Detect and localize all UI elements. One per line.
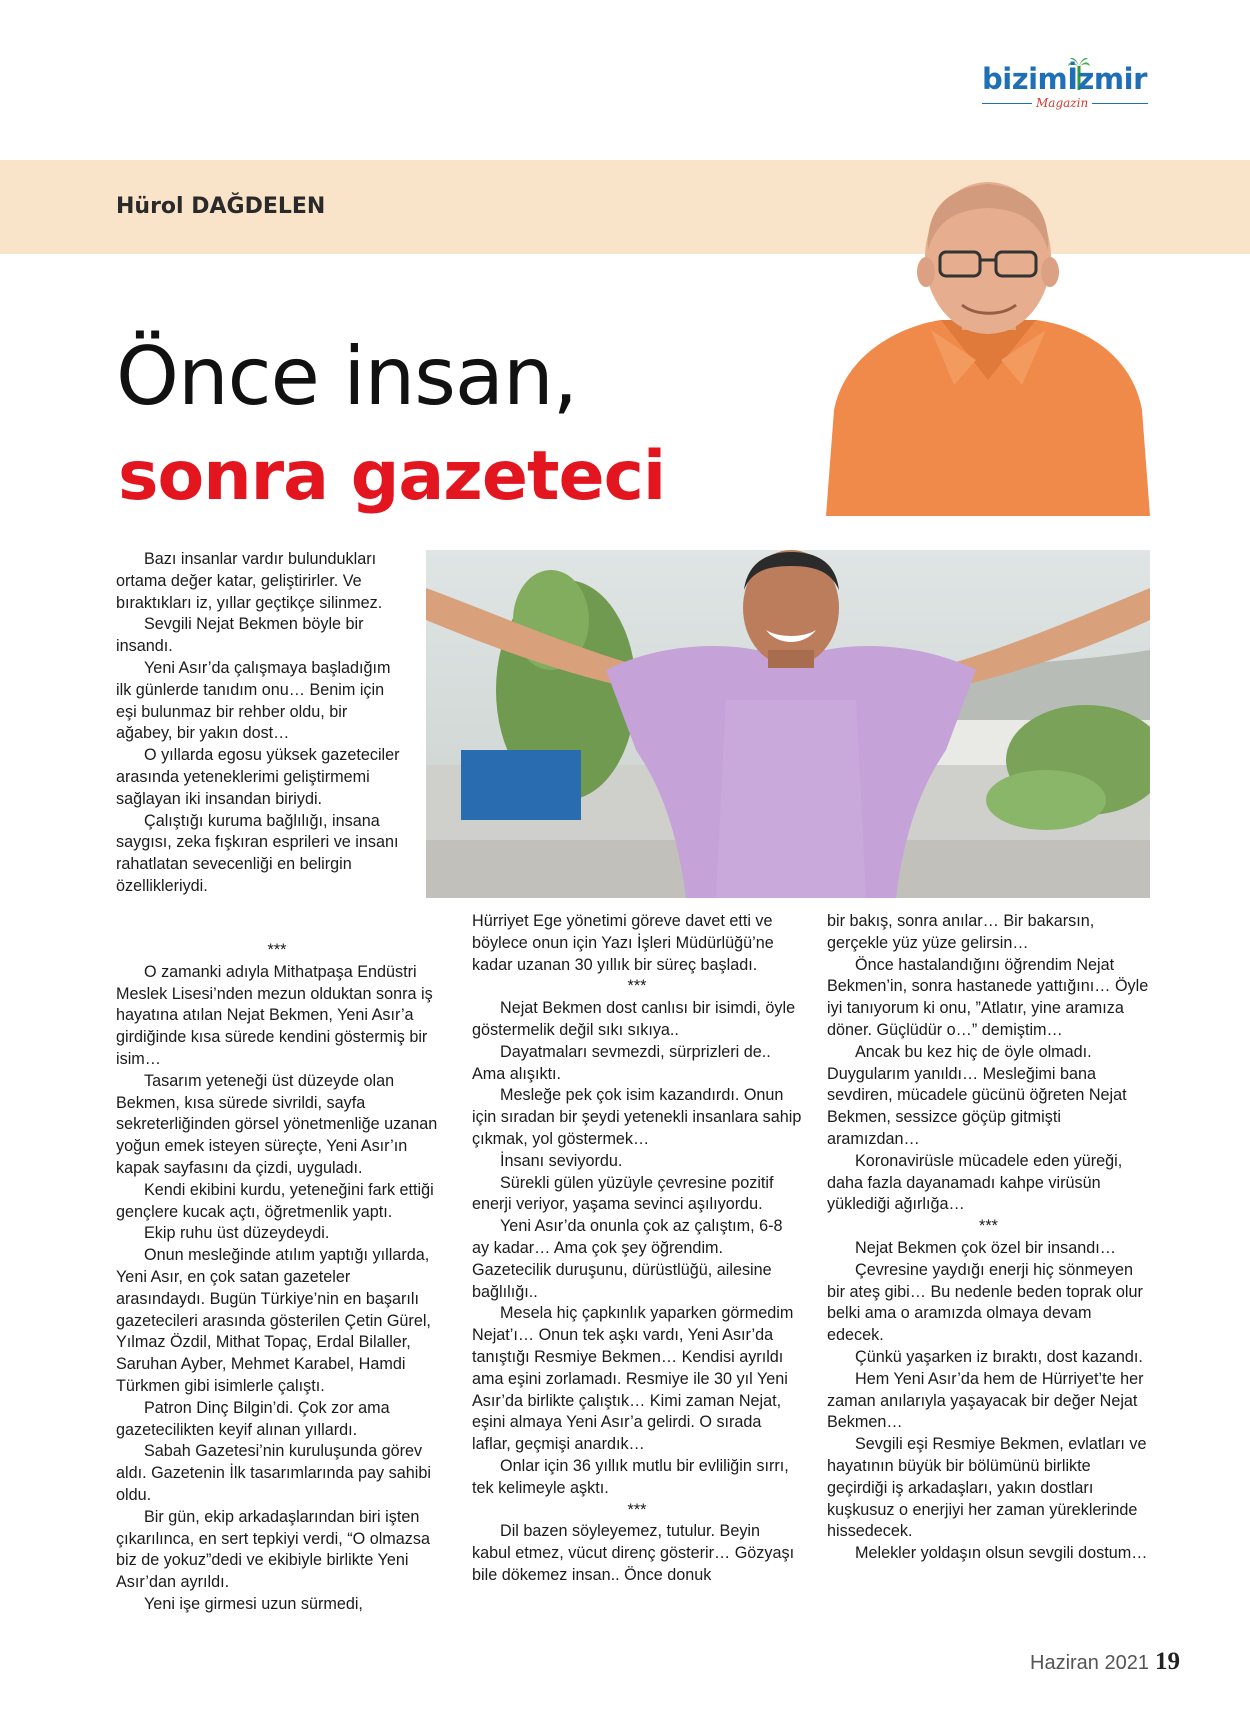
paragraph: O zamanki adıyla Mithatpaşa Endüstri Meslek Lisesi’nden mezun olduktan sonra iş hayatına atılan Nejat Bekmen, Yeni Asır’a girdiğinde kısa sürede kendini göstermiş bir isim…	[116, 962, 433, 1068]
paragraph: Çünkü yaşarken iz bıraktı, dost kazandı.	[855, 1347, 1143, 1366]
section-separator: ***	[979, 1217, 998, 1236]
logo-name: bizimİzmir	[982, 62, 1147, 96]
paragraph: Onun mesleğinde atılım yaptığı yıllarda, Yeni Asır, en çok satan gazeteler arasındaydı. Bugün Türkiye’nin en başarılı gazetecileri arasında gösterilen Çetin Gürel, Yılmaz Özdil, Mithat Topaç, Erdal Bilaller, Saruhan Ayber, Mehmet Karabel, Hamdi Türkmen gibi isimlerle çalıştı.	[116, 1246, 431, 1395]
paragraph: Koronavirüsle mücadele eden yüreği, daha fazla dayanamadı kahpe virüsün yüklediği ağırlığa…	[827, 1151, 1123, 1214]
paragraph: Sevgili Nejat Bekmen böyle bir insandı.	[116, 615, 364, 656]
paragraph: Dayatmaları sevmezdi, sürprizleri de.. Ama alışıktı.	[472, 1042, 771, 1083]
paragraph: Yeni Asır’da çalışmaya başladığım ilk günlerde tanıdım onu… Benim için eşi bulunmaz bir rehber oldu, bir ağabey, bir yakın dost…	[116, 658, 391, 743]
paragraph: Ekip ruhu üst düzeydeydi.	[144, 1224, 330, 1243]
paragraph: Tasarım yeteneği üst düzeyde olan Bekmen, kısa sürede sivrildi, sayfa sekreterliğinden görsel yönetmenliğe uzanan yoğun emek isteyen süreçte, Yeni Asır’ın kapak sayfasını da çizdi, uyguladı.	[116, 1071, 438, 1177]
paragraph: Melekler yoldaşın olsun sevgili dostum…	[855, 1544, 1148, 1563]
paragraph: Kendi ekibini kurdu, yeteneğini fark ettiği gençlere kucak açtı, öğretmenlik yaptı.	[116, 1180, 434, 1221]
paragraph: Çevresine yaydığı enerji hiç sönmeyen bir ateş gibi… Bu nedenle beden toprak olur belki ama o aramızda olmaya devam edecek.	[827, 1260, 1143, 1345]
section-separator: ***	[627, 977, 647, 996]
paragraph: Mesleğe pek çok isim kazandırdı. Onun için sıradan bir şeydi yetenekli insanlara sahip çıkmak, yol göstermek…	[472, 1086, 802, 1148]
logo-subtitle: Magazin	[1032, 96, 1092, 110]
paragraph: Önce hastalandığını öğrendim Nejat Bekmen’in, sonra hastanede yattığını… Öyle iyi tanıyorum ki onu, ”Atlatır, yine aramıza döner. Güçlüdür o…” demiştim…	[827, 955, 1149, 1039]
paragraph: Mesela hiç çapkınlık yaparken görmedim Nejat’ı… Onun tek aşkı vardı, Yeni Asır’da tanıştığı Resmiye Bekmen… Kendisi ayrıldı ama eşini zorlamadı. Resmiye ile 30 yıl Yeni Asır’da birlikte çalıştık… Kimi zaman Nejat, eşini almaya Yeni Asır’a gelirdi. O sırada laflar, geçmişi anardık…	[472, 1304, 794, 1454]
paragraph: Ancak bu kez hiç de öyle olmadı. Duygularım yanıldı… Mesleğimi bana sevdiren, mücadele gücünü öğreten Nejat Bekmen, sessizce göçüp gitmişti aramızdan…	[827, 1042, 1127, 1148]
paragraph: Patron Dinç Bilgin’di. Çok zor ama gazetecilikten keyif alınan yıllardı.	[116, 1398, 390, 1439]
page-number: 19	[1154, 1648, 1180, 1675]
paragraph: Yeni işe girmesi uzun sürmedi,	[144, 1594, 363, 1613]
paragraph: Nejat Bekmen çok özel bir insandı…	[855, 1238, 1116, 1257]
section-separator: ***	[627, 1500, 647, 1519]
paragraph: Hem Yeni Asır’da hem de Hürriyet’te her zaman anılarıyla yaşayacak bir değer Nejat Bekmen…	[827, 1369, 1144, 1432]
column-3	[827, 911, 1150, 1565]
paragraph: Bazı insanlar vardır bulundukları ortama değer katar, geliştirirler. Ve bıraktıkları iz, yıllar geçtikçe silinmez.	[116, 550, 383, 612]
column-2	[472, 911, 802, 1587]
paragraph: İnsanı seviyordu.	[500, 1151, 623, 1170]
column-1-top	[116, 549, 404, 898]
feature-photo	[426, 550, 1150, 898]
page-footer	[1030, 1648, 1180, 1676]
paragraph: Çalıştığı kuruma bağlılığı, insana saygısı, zeka fışkıran esprileri ve insanı rahatlatan sevecenliği en belirgin özellikleriydi.	[116, 811, 399, 895]
paragraph: Sabah Gazetesi’nin kuruluşunda görev aldı. Gazetenin İlk tasarımlarında pay sahibi oldu.	[116, 1442, 431, 1504]
paragraph: Nejat Bekmen dost canlısı bir isimdi, öyle göstermelik değil sıkı sıkıya..	[472, 999, 796, 1039]
paragraph: Dil bazen söyleyemez, tutulur. Beyin kabul etmez, vücut direnç gösterir… Gözyaşı bile dökemez insan.. Önce donuk	[472, 1522, 795, 1584]
magazine-logo	[982, 56, 1152, 112]
paragraph: O yıllarda egosu yüksek gazeteciler arasında yeteneklerimi geliştirmemi sağlayan iki insandan biriydi.	[116, 746, 400, 808]
author-portrait	[826, 180, 1150, 516]
column-1-bottom	[116, 940, 438, 1616]
paragraph: Sürekli gülen yüzüyle çevresine pozitif enerji veriyor, yaşama sevinci aşılıyordu.	[472, 1173, 774, 1214]
paragraph: Hürriyet Ege yönetimi göreve davet etti ve böylece onun için Yazı İşleri Müdürlüğü’ne kadar uzanan 30 yıllık bir süreç başladı.	[472, 912, 774, 974]
paragraph: Yeni Asır’da onunla çok az çalıştım, 6-8 ay kadar… Ama çok şey öğrendim. Gazetecilik duruşunu, dürüstlüğü, ailesine bağlılığı..	[472, 1217, 783, 1301]
paragraph: Sevgili eşi Resmiye Bekmen, evlatları ve hayatının büyük bir bölümünü birlikte geçirdiği iş arkadaşları, yakın dostları kuşkusuz o enerjiyi her zaman yüreklerinde hissedecek.	[827, 1435, 1147, 1541]
paragraph: Onlar için 36 yıllık mutlu bir evliliğin sırrı, tek kelimeyle aşktı.	[472, 1456, 789, 1497]
section-separator: ***	[267, 941, 287, 959]
paragraph: bir bakış, sonra anılar… Bir bakarsın, gerçekle yüz yüze gelirsin…	[827, 912, 1095, 952]
author-name: Hürol DAĞDELEN	[116, 194, 326, 219]
paragraph: Bir gün, ekip arkadaşlarından biri işten çıkarılınca, en sert tepkiyi verdi, “O olmazsa biz de yokuz”dedi ve ekibiyle birlikte Yeni Asır’dan ayrıldı.	[116, 1507, 430, 1592]
issue-date: Haziran 2021	[1030, 1652, 1149, 1674]
headline-line-1: Önce insan,	[116, 330, 578, 423]
headline-line-2: sonra gazeteci	[118, 437, 666, 516]
